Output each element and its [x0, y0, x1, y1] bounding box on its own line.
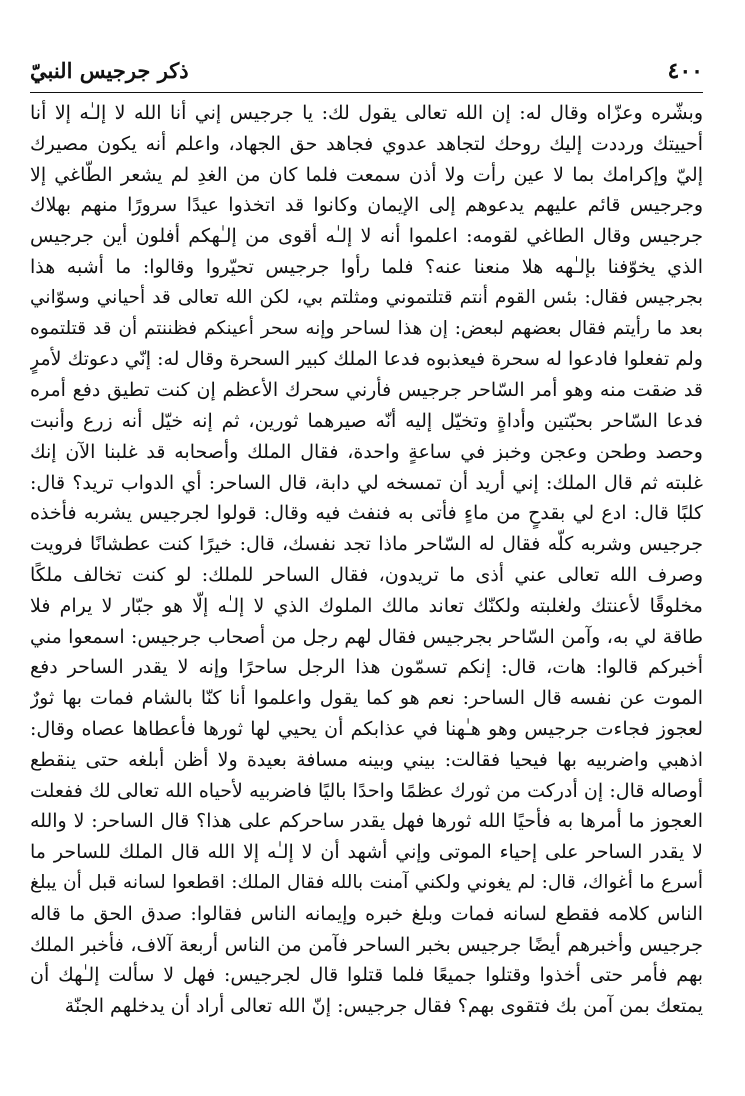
- text-line: بهم فأمر حتى أخذوا وقتلوا جميعًا فلما قتلوا قال لجرجيس: فهل لا سألت إلـٰهك أن: [30, 964, 703, 987]
- text-line: اذهبي واضربيه بها فيحيا فقالت: بيني وبينه مسافة بعيدة ولا أظن أبلغه حتى ينقطع: [30, 748, 703, 771]
- text-line: العجوز ما أمرها به فأحيًا الله ثورها فهل يقدر ساحركم على هذا؟ قال الساحر: لا والله: [30, 810, 703, 833]
- text-line: الناس كلامه فقطع لسانه فمات وبلغ خبره وإيمانه الناس فقالوا: صدق الحق ما قاله: [30, 902, 703, 925]
- text-line: جرجيس وقال الطاغي لقومه: اعلموا أنه لا إلـٰه أقوى من إلـٰهكم أفلون أين جرجيس: [30, 225, 703, 248]
- text-line: إليّ وإكرامك بما لا عين رأت ولا أذن سمعت فلما كان من الغدِ لم يشعر الطّاغي إلا: [30, 163, 703, 186]
- text-line: كلبًا قال: ادع لي بقدحٍ من ماءٍ فأتى به فنفث فيه وقال: قولوا لجرجيس يشربه فأخذه: [30, 502, 703, 525]
- page-number: ٤٠٠: [667, 58, 703, 84]
- text-line: قد ضقت منه وهو أمر السّاحر جرجيس فأرني سحرك الأعظم إن كنت تطيق دفع أمره: [30, 379, 703, 402]
- text-line: وبشّره وعزّاه وقال له: إن الله تعالى يقول لك: يا جرجيس إني أنا الله لا إلـٰه إلا أنا: [30, 102, 703, 124]
- text-line: بجرجيس فقال: بئس القوم أنتم قتلتموني ومثلتم بي، لكن الله تعالى قد أحياني وسوّاني: [30, 286, 703, 308]
- text-line: وجرجيس قائم عليهم يدعوهم إلى الإيمان وكانوا قد اتخذوا عيدًا سرورًا منهم بهلاك: [30, 194, 703, 217]
- text-line: بعد ما رأيتم فقال بعضهم لبعض: إن هذا لساحر وإنه سحر أعينكم فظننتم أن قد قتلتموه: [30, 317, 703, 339]
- text-line: الموت عن نفسه قال الساحر: نعم هو كما يقول واعلموا أنا كنّا بالشام فمات بها ثورٌ: [30, 687, 703, 710]
- text-line: فدعا السّاحر بحبّتين وأداةٍ وتخيّل إليه أنّه صيرهما ثورين، ثم إنه خيّل أنه زرع وأنبت: [30, 409, 703, 432]
- text-line: ولم تفعلوا فادعوا له سحرة فيعذبوه فدعا الملك كبير السحرة وقال له: إنّي دعوتك لأمرٍ: [30, 348, 703, 371]
- text-line: أوصاله قال: إن أدركت من ثورك عظمًا واحدًا باليًا فاضربيه لأحياه الله تعالى لك ففعلت: [30, 779, 703, 802]
- text-line: طاقة لي به، وآمن السّاحر بجرجيس فقال لهم رجل من أصحاب جرجيس: اسمعوا مني: [30, 625, 703, 648]
- text-line: يمتعك بمن آمن بك فتقوى بهم؟ فقال جرجيس: إنّ الله تعالى أراد أن يدخلهم الجنّة: [64, 995, 703, 1018]
- text-line: أخبركم قالوا: هات، قال: إنكم تسمّون هذا الرجل ساحرًا وإنه لا يقدر الساحر دفع: [30, 656, 703, 679]
- text-line: الذي يخوّفنا بإلـٰهه هلا منعنا عنه؟ فلما رأوا جرجيس تحيّروا وقالوا: ما أشبه هذا: [30, 255, 703, 278]
- text-line: أحييتك ورددت إليك روحك لتجاهد عدوي فجاهد حق الجهاد، واعلم أنه يكون مصيرك: [30, 132, 703, 155]
- body-text: [30, 98, 703, 1022]
- text-line: غلبته ثم قال الملك: إني أريد أن تمسخه لي دابة، قال الساحر: أي الدواب تريد؟ قال:: [30, 471, 703, 494]
- text-line: لا يقدر الساحر على إحياء الموتى وإني أشهد أن لا إلـٰه إلا الله قال الملك للساحر ما: [30, 841, 703, 864]
- text-line: أسرع ما أغواك، قال: لم يغوني ولكني آمنت بالله فقال الملك: اقطعوا لسانه قبل أن يبلغ: [30, 871, 703, 893]
- running-title: ذكر جرجيس النبيّ: [30, 58, 189, 83]
- page-header: [30, 52, 703, 92]
- text-line: وحصد وطحن وعجن وخبز في ساعةٍ واحدة، فقال الملك وأصحابه قد غلبنا الآن إنك: [30, 440, 703, 463]
- text-line: جرجيس وشربه كلّه فقال له السّاحر ماذا تجد نفسك، قال: خيرًا كنت عطشانًا فرويت: [30, 533, 703, 556]
- text-line: جرجيس وأخبرهم أيضًا جرجيس بخبر الساحر فآمن من الناس أربعة آلاف، فأخبر الملك: [30, 933, 703, 956]
- header-rule: [30, 92, 703, 93]
- text-line: لعجوز فجاءت جرجيس وهو هـٰهنا في عذابكم أن يحيي لها ثورها فأعطاها عصاه وقال:: [30, 717, 703, 740]
- text-line: وصرف الله تعالى عني أذى ما تريدون، فقال الساحر للملك: لو كنت تخالف ملكًا: [30, 563, 703, 586]
- text-line: مخلوقًا لأعنتك ولغلبته ولكنّك تعاند مالك الملوك الذي لا إلـٰه إلّا هو جبّار لا يرام فلا: [30, 594, 703, 617]
